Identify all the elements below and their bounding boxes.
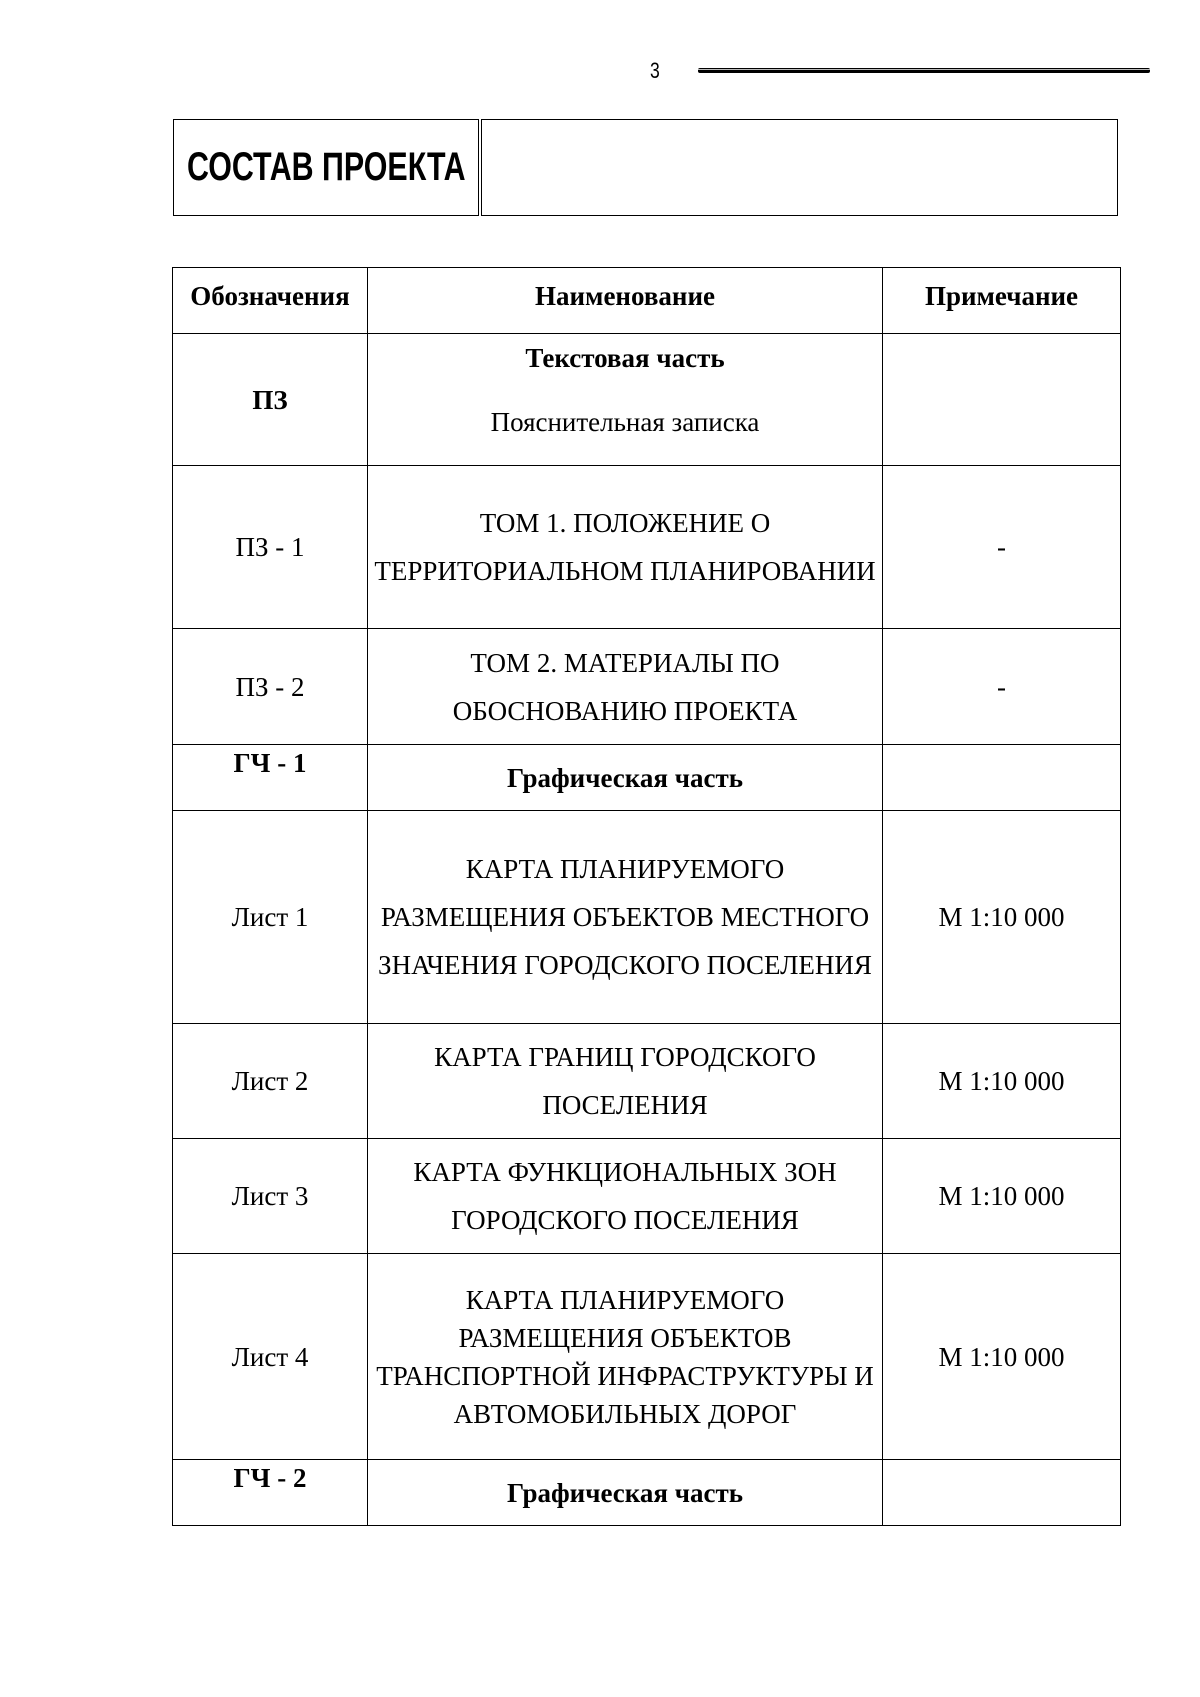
header-rule (698, 68, 1150, 73)
header-note: Примечание (883, 268, 1121, 334)
row-code: ПЗ (173, 334, 368, 466)
row-code: Лист 2 (173, 1024, 368, 1139)
row-code: ГЧ - 1 (173, 745, 368, 811)
row-name: КАРТА ПЛАНИРУЕМОГО РАЗМЕЩЕНИЯ ОБЪЕКТОВ МЕСТНОГО ЗНАЧЕНИЯ ГОРОДСКОГО ПОСЕЛЕНИЯ (368, 811, 883, 1024)
row-name: Графическая часть (368, 1460, 883, 1526)
row-code: ПЗ - 2 (173, 629, 368, 745)
row-name: Графическая часть (368, 745, 883, 811)
row-note: - (883, 629, 1121, 745)
row-note (883, 334, 1121, 466)
table-row (173, 629, 1121, 745)
row-name: ТОМ 2. МАТЕРИАЛЫ ПО ОБОСНОВАНИЮ ПРОЕКТА (368, 629, 883, 745)
row-code: ГЧ - 2 (173, 1460, 368, 1526)
row-code: Лист 1 (173, 811, 368, 1024)
row-note (883, 745, 1121, 811)
table-row (173, 1024, 1121, 1139)
table-header-row (173, 268, 1121, 334)
page-number: 3 (650, 58, 660, 83)
table-row (173, 1460, 1121, 1526)
row-name: КАРТА ПЛАНИРУЕМОГО РАЗМЕЩЕНИЯ ОБЪЕКТОВ ТРАНСПОРТНОЙ ИНФРАСТРУКТУРЫ И АВТОМОБИЛЬНЫХ ДОРОГ (368, 1254, 883, 1460)
row-name: КАРТА ФУНКЦИОНАЛЬНЫХ ЗОН ГОРОДСКОГО ПОСЕЛЕНИЯ (368, 1139, 883, 1254)
header-name: Наименование (368, 268, 883, 334)
page-title: СОСТАВ ПРОЕКТА (186, 145, 466, 189)
header-designation: Обозначения (173, 268, 368, 334)
composition-table (172, 267, 1121, 1526)
row-note: М 1:10 000 (883, 1254, 1121, 1460)
row-name: КАРТА ГРАНИЦ ГОРОДСКОГО ПОСЕЛЕНИЯ (368, 1024, 883, 1139)
table-row (173, 334, 1121, 466)
table-row (173, 745, 1121, 811)
table-row (173, 811, 1121, 1024)
row-note: М 1:10 000 (883, 1024, 1121, 1139)
title-cell (173, 119, 479, 216)
row-name: ТОМ 1. ПОЛОЖЕНИЕ О ТЕРРИТОРИАЛЬНОМ ПЛАНИРОВАНИИ (368, 466, 883, 629)
row-code: ПЗ - 1 (173, 466, 368, 629)
row-note: - (883, 466, 1121, 629)
row-note (883, 1460, 1121, 1526)
row-code: Лист 4 (173, 1254, 368, 1460)
table-row (173, 1139, 1121, 1254)
table-row (173, 466, 1121, 629)
title-block (173, 119, 1118, 216)
section-subtitle: Пояснительная записка (490, 407, 760, 437)
row-name (368, 334, 883, 466)
title-empty-cell (481, 119, 1118, 216)
row-code: Лист 3 (173, 1139, 368, 1254)
row-note: М 1:10 000 (883, 811, 1121, 1024)
section-title: Текстовая часть (525, 343, 725, 373)
table-row (173, 1254, 1121, 1460)
row-note: М 1:10 000 (883, 1139, 1121, 1254)
